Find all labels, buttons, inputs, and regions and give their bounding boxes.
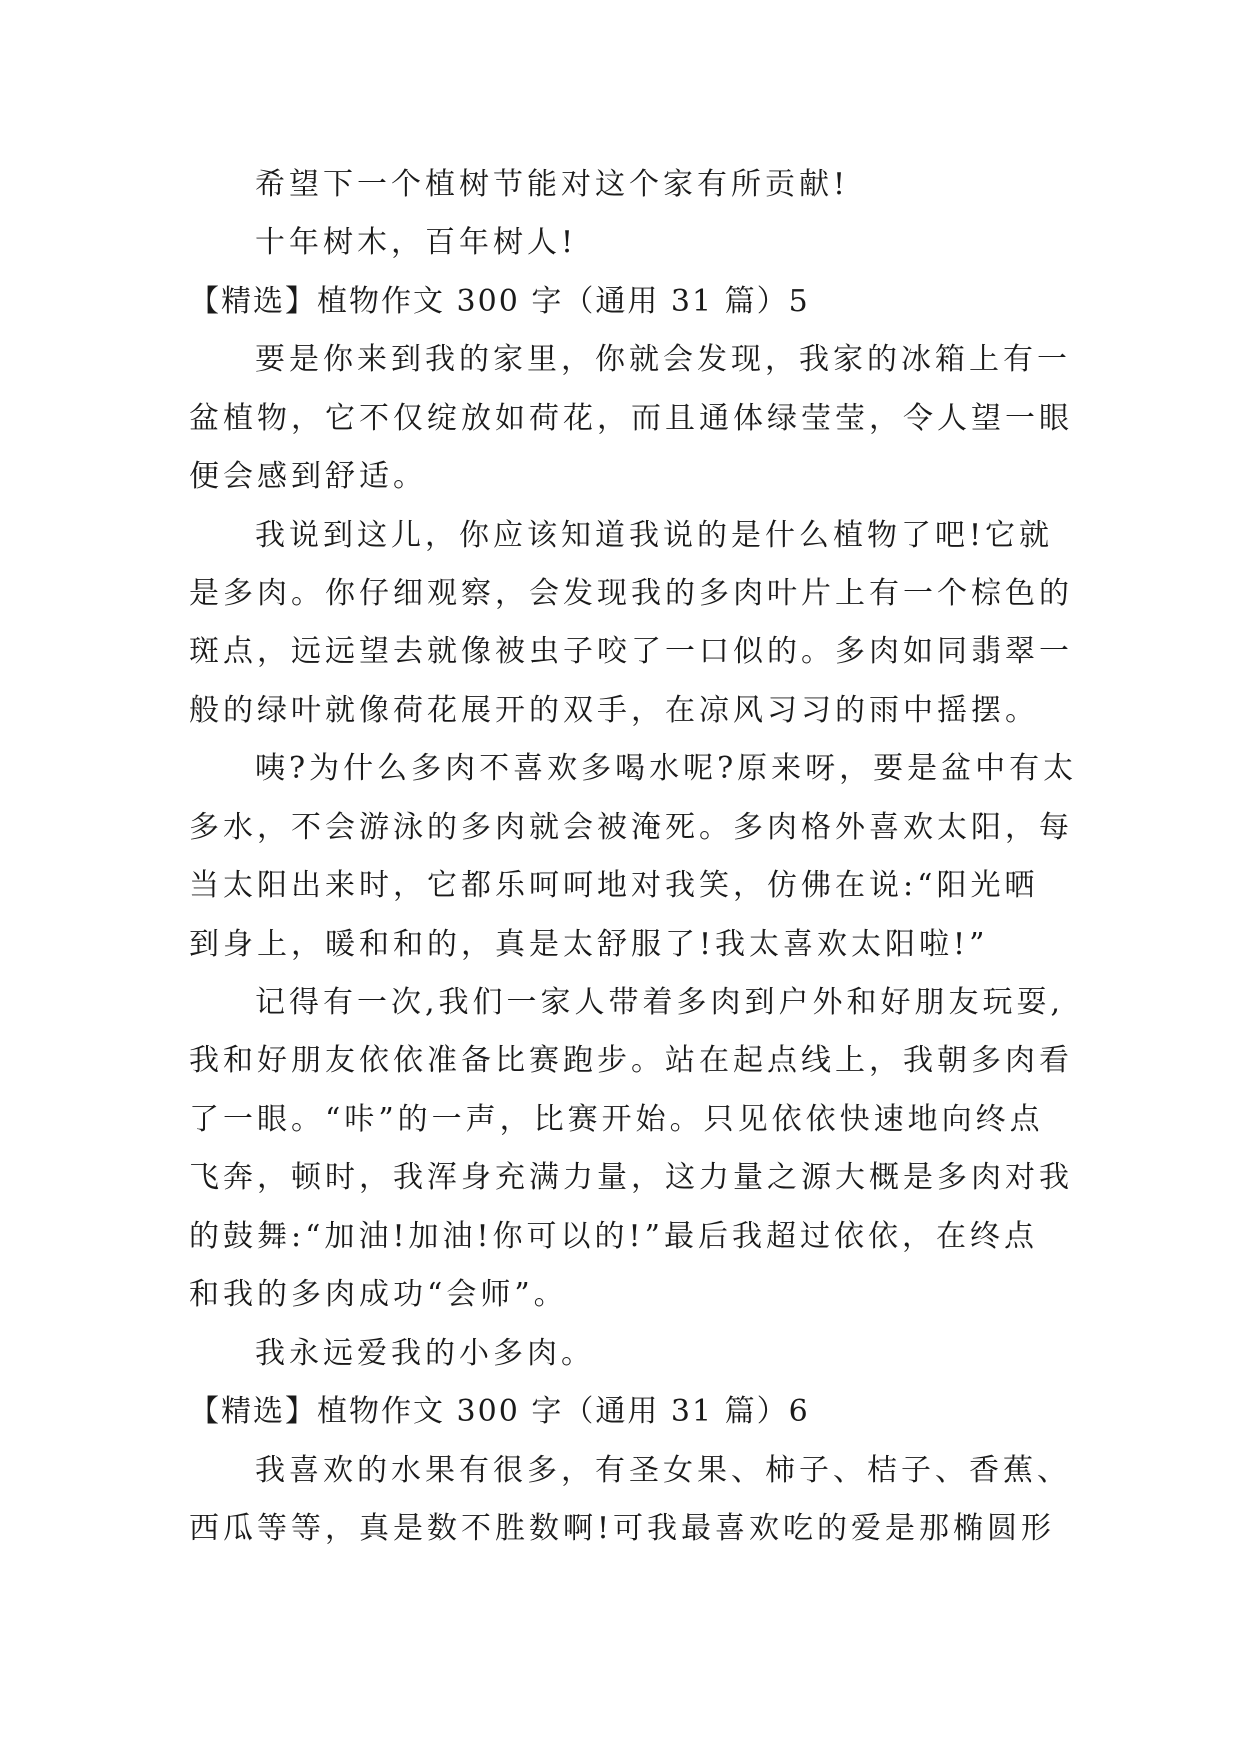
paragraph-line: 盆植物，它不仅绽放如荷花，而且通体绿莹莹，令人望一眼: [189, 401, 1073, 436]
paragraph-line: 西瓜等等，真是数不胜数啊!可我最喜欢吃的爱是那椭圆形: [189, 1511, 1056, 1546]
paragraph-line: 记得有一次,我们一家人带着多肉到户外和好朋友玩耍,: [255, 985, 1065, 1020]
section-heading: 【精选】植物作文 300 字（通用 31 篇）5: [189, 284, 810, 319]
paragraph-line: 我喜欢的水果有很多，有圣女果、柿子、桔子、香蕉、: [255, 1453, 1071, 1488]
paragraph-line: 十年树木，百年树人!: [255, 225, 578, 260]
paragraph-line: 到身上，暖和和的，真是太舒服了!我太喜欢太阳啦!”: [189, 927, 989, 962]
paragraph-line: 和我的多肉成功“会师”。: [189, 1277, 568, 1312]
paragraph-line: 咦?为什么多肉不喜欢多喝水呢?原来呀，要是盆中有太: [255, 751, 1078, 786]
paragraph-line: 般的绿叶就像荷花展开的双手，在凉风习习的雨中摇摆。: [189, 693, 1039, 728]
paragraph-line: 要是你来到我的家里，你就会发现，我家的冰箱上有一: [255, 342, 1071, 377]
paragraph-line: 便会感到舒适。: [189, 459, 427, 494]
paragraph-line: 我和好朋友依依准备比赛跑步。站在起点线上，我朝多肉看: [189, 1043, 1073, 1078]
paragraph-line: 我永远爱我的小多肉。: [255, 1336, 595, 1371]
paragraph-line: 是多肉。你仔细观察，会发现我的多肉叶片上有一个棕色的: [189, 576, 1073, 611]
section-heading: 【精选】植物作文 300 字（通用 31 篇）6: [189, 1394, 810, 1429]
paragraph-line: 的鼓舞:“加油!加油!你可以的!”最后我超过依依，在终点: [189, 1219, 1038, 1254]
paragraph-line: 斑点，远远望去就像被虫子咬了一口似的。多肉如同翡翠一: [189, 634, 1073, 669]
paragraph-line: 飞奔，顿时，我浑身充满力量，这力量之源大概是多肉对我: [189, 1160, 1073, 1195]
paragraph-line: 多水，不会游泳的多肉就会被淹死。多肉格外喜欢太阳，每: [189, 810, 1073, 845]
paragraph-line: 我说到这儿，你应该知道我说的是什么植物了吧!它就: [255, 518, 1054, 553]
paragraph-line: 当太阳出来时，它都乐呵呵地对我笑，仿佛在说:“阳光晒: [189, 868, 1039, 903]
paragraph-line: 希望下一个植树节能对这个家有所贡献!: [255, 167, 850, 202]
paragraph-line: 了一眼。“咔”的一声，比赛开始。只见依依快速地向终点: [189, 1102, 1044, 1137]
